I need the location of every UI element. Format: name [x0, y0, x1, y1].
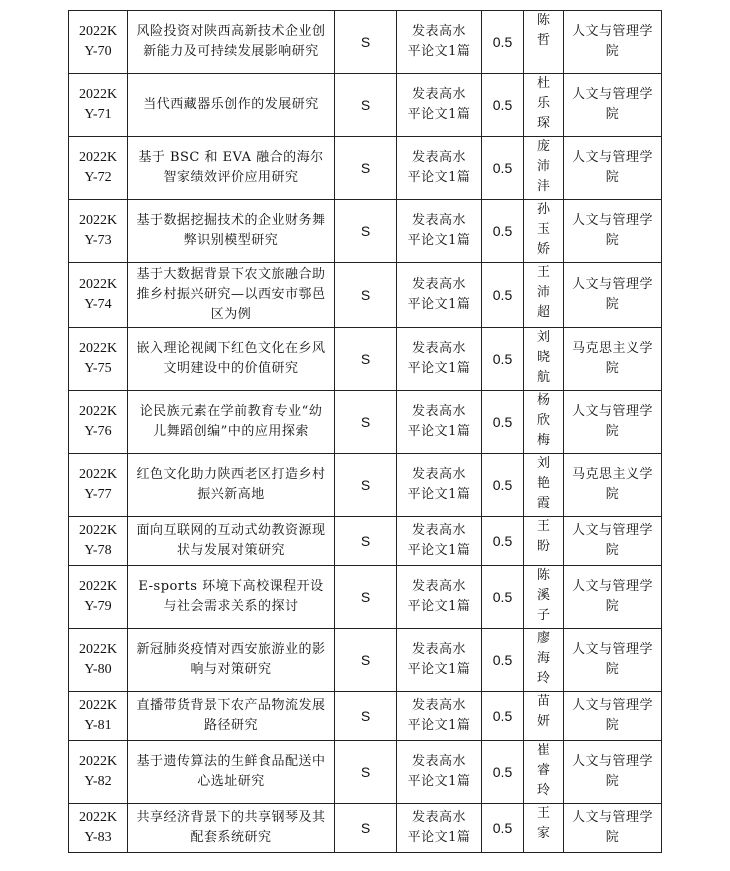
project-id-cell: [69, 804, 128, 853]
project-id-line2: Y-74: [84, 297, 112, 312]
project-title: 嵌入理论视阈下红色文化在乡风文明建设中的价值研究: [136, 341, 326, 376]
project-requirement: 发表高水平论文1篇: [407, 579, 471, 614]
project-score: 0.5: [492, 414, 513, 430]
project-leader-cell: [524, 391, 564, 454]
project-leader: 庞 沛 沣: [536, 139, 550, 194]
project-type-cell: [335, 328, 397, 391]
project-type-cell: [335, 566, 397, 629]
project-type: S: [360, 287, 371, 303]
project-type: S: [360, 477, 371, 493]
table-row: [69, 629, 662, 692]
project-title: 面向互联网的互动式幼教资源现状与发展对策研究: [136, 523, 326, 558]
table-row: [69, 391, 662, 454]
project-id-cell: [69, 200, 128, 263]
project-score: 0.5: [492, 223, 513, 239]
project-leader: 孙 玉 娇: [536, 202, 550, 257]
project-type: S: [360, 764, 371, 780]
project-requirement-cell: [397, 391, 482, 454]
project-title-cell: [128, 391, 335, 454]
project-leader-cell: [524, 741, 564, 804]
project-leader: 杨 欣 梅: [536, 393, 550, 448]
project-requirement-cell: [397, 804, 482, 853]
project-department: 人文与管理学院: [571, 523, 653, 558]
project-requirement: 发表高水平论文1篇: [407, 150, 471, 185]
project-title-cell: [128, 692, 335, 741]
table-row: [69, 566, 662, 629]
project-title-cell: [128, 566, 335, 629]
project-type-cell: [335, 692, 397, 741]
project-type: S: [360, 533, 371, 549]
project-department: 人文与管理学院: [571, 810, 653, 845]
project-leader: 王 盼: [536, 519, 550, 554]
project-score: 0.5: [492, 589, 513, 605]
project-title: 当代西藏器乐创作的发展研究: [143, 97, 319, 112]
project-score: 0.5: [492, 477, 513, 493]
project-id-line2: Y-70: [84, 44, 112, 59]
project-leader: 王 沛 超: [536, 265, 550, 320]
project-score-cell: [482, 391, 524, 454]
project-requirement: 发表高水平论文1篇: [407, 523, 471, 558]
project-department: 马克思主义学院: [571, 467, 653, 502]
project-score-cell: [482, 741, 524, 804]
project-department-cell: [564, 11, 662, 74]
project-leader-cell: [524, 263, 564, 328]
table-row: [69, 328, 662, 391]
project-leader: 陈 溪 子: [536, 568, 550, 623]
project-table-sheet: [68, 10, 662, 853]
project-leader: 陈 哲: [536, 13, 550, 48]
project-leader: 廖 海 玲: [536, 631, 550, 686]
project-title-cell: [128, 74, 335, 137]
project-title: 风险投资对陕西高新技术企业创新能力及可持续发展影响研究: [136, 24, 326, 59]
project-leader-cell: [524, 629, 564, 692]
project-title: 共享经济背景下的共享钢琴及其配套系统研究: [136, 810, 326, 845]
table-row: [69, 11, 662, 74]
project-title: 基于 BSC 和 EVA 融合的海尔智家绩效评价应用研究: [138, 150, 324, 185]
project-requirement-cell: [397, 200, 482, 263]
project-type: S: [360, 652, 371, 668]
project-id-line2: Y-75: [84, 361, 112, 376]
project-requirement-cell: [397, 74, 482, 137]
project-type: S: [360, 97, 371, 113]
project-id-line1: 2022K: [78, 404, 118, 419]
project-title: 直播带货背景下农产品物流发展路径研究: [136, 698, 326, 733]
project-department-cell: [564, 566, 662, 629]
project-id-line2: Y-79: [84, 599, 112, 614]
project-type: S: [360, 589, 371, 605]
project-type: S: [360, 34, 371, 50]
project-type-cell: [335, 200, 397, 263]
project-type: S: [360, 708, 371, 724]
project-title-cell: [128, 11, 335, 74]
project-score: 0.5: [492, 34, 513, 50]
project-score-cell: [482, 629, 524, 692]
table-row: [69, 137, 662, 200]
project-requirement-cell: [397, 11, 482, 74]
project-type: S: [360, 223, 371, 239]
project-id-line1: 2022K: [78, 810, 118, 825]
project-requirement: 发表高水平论文1篇: [407, 87, 471, 122]
project-requirement-cell: [397, 263, 482, 328]
table-row: [69, 741, 662, 804]
table-row: [69, 454, 662, 517]
project-id-cell: [69, 454, 128, 517]
project-id-line2: Y-77: [84, 487, 112, 502]
project-requirement: 发表高水平论文1篇: [407, 277, 471, 312]
project-leader-cell: [524, 328, 564, 391]
project-id-line1: 2022K: [78, 87, 118, 102]
project-id-line2: Y-83: [84, 830, 112, 845]
project-requirement: 发表高水平论文1篇: [407, 810, 471, 845]
project-id-line2: Y-80: [84, 662, 112, 677]
project-requirement-cell: [397, 328, 482, 391]
project-type: S: [360, 820, 371, 836]
project-title-cell: [128, 629, 335, 692]
project-title-cell: [128, 137, 335, 200]
project-id-cell: [69, 629, 128, 692]
project-id-line2: Y-71: [84, 107, 112, 122]
project-title-cell: [128, 263, 335, 328]
project-leader-cell: [524, 11, 564, 74]
project-id-line2: Y-73: [84, 233, 112, 248]
project-score-cell: [482, 692, 524, 741]
project-department-cell: [564, 454, 662, 517]
project-type-cell: [335, 804, 397, 853]
table-row: [69, 74, 662, 137]
project-title: 红色文化助力陕西老区打造乡村振兴新高地: [136, 467, 326, 502]
table-row: [69, 804, 662, 853]
project-type-cell: [335, 137, 397, 200]
project-id-cell: [69, 566, 128, 629]
project-id-line1: 2022K: [78, 150, 118, 165]
project-score: 0.5: [492, 820, 513, 836]
project-score-cell: [482, 454, 524, 517]
project-type-cell: [335, 263, 397, 328]
project-requirement-cell: [397, 692, 482, 741]
project-department-cell: [564, 74, 662, 137]
project-requirement-cell: [397, 566, 482, 629]
project-id-line1: 2022K: [78, 579, 118, 594]
project-score-cell: [482, 200, 524, 263]
project-leader: 刘 艳 霞: [536, 456, 550, 511]
project-department: 人文与管理学院: [571, 87, 653, 122]
project-department: 人文与管理学院: [571, 24, 653, 59]
project-title-cell: [128, 804, 335, 853]
project-department-cell: [564, 517, 662, 566]
project-requirement: 发表高水平论文1篇: [407, 467, 471, 502]
project-leader-cell: [524, 137, 564, 200]
project-score-cell: [482, 566, 524, 629]
project-requirement: 发表高水平论文1篇: [407, 642, 471, 677]
project-department: 人文与管理学院: [571, 698, 653, 733]
project-leader-cell: [524, 692, 564, 741]
project-type: S: [360, 351, 371, 367]
project-department-cell: [564, 692, 662, 741]
project-title-cell: [128, 454, 335, 517]
project-id-cell: [69, 137, 128, 200]
project-id-cell: [69, 74, 128, 137]
project-type-cell: [335, 517, 397, 566]
project-department-cell: [564, 328, 662, 391]
project-title-cell: [128, 517, 335, 566]
project-leader: 崔 睿 玲: [536, 743, 550, 798]
project-id-cell: [69, 741, 128, 804]
project-requirement: 发表高水平论文1篇: [407, 24, 471, 59]
project-title: 基于数据挖掘技术的企业财务舞弊识别模型研究: [136, 213, 326, 248]
project-department: 马克思主义学院: [571, 341, 653, 376]
table-row: [69, 692, 662, 741]
project-leader-cell: [524, 804, 564, 853]
project-table: [68, 10, 662, 853]
project-department-cell: [564, 263, 662, 328]
table-row: [69, 200, 662, 263]
project-score: 0.5: [492, 652, 513, 668]
project-department: 人文与管理学院: [571, 579, 653, 614]
project-id-line2: Y-82: [84, 774, 112, 789]
project-id-line2: Y-78: [84, 543, 112, 558]
project-id-cell: [69, 517, 128, 566]
project-department: 人文与管理学院: [571, 404, 653, 439]
project-type-cell: [335, 74, 397, 137]
table-row: [69, 517, 662, 566]
project-id-line1: 2022K: [78, 277, 118, 292]
project-requirement: 发表高水平论文1篇: [407, 341, 471, 376]
project-department-cell: [564, 137, 662, 200]
project-score: 0.5: [492, 160, 513, 176]
project-leader: 杜 乐 琛: [536, 76, 550, 131]
project-department-cell: [564, 741, 662, 804]
project-title-cell: [128, 200, 335, 263]
project-score-cell: [482, 328, 524, 391]
project-title: E-sports 环境下高校课程开设与社会需求关系的探讨: [138, 579, 324, 614]
project-score: 0.5: [492, 97, 513, 113]
project-requirement: 发表高水平论文1篇: [407, 698, 471, 733]
project-id-line1: 2022K: [78, 24, 118, 39]
project-score: 0.5: [492, 708, 513, 724]
project-leader: 王 家: [536, 806, 550, 841]
project-type-cell: [335, 741, 397, 804]
project-id-line2: Y-72: [84, 170, 112, 185]
project-leader: 刘 晓 航: [536, 330, 550, 385]
project-id-line2: Y-76: [84, 424, 112, 439]
project-title: 基于遗传算法的生鲜食品配送中心选址研究: [136, 754, 326, 789]
project-department-cell: [564, 200, 662, 263]
project-score: 0.5: [492, 351, 513, 367]
project-department: 人文与管理学院: [571, 150, 653, 185]
project-department: 人文与管理学院: [571, 754, 653, 789]
project-department: 人文与管理学院: [571, 642, 653, 677]
project-id-line1: 2022K: [78, 523, 118, 538]
project-type-cell: [335, 391, 397, 454]
project-leader-cell: [524, 566, 564, 629]
table-row: [69, 263, 662, 328]
project-department-cell: [564, 391, 662, 454]
project-type-cell: [335, 11, 397, 74]
project-department-cell: [564, 629, 662, 692]
project-score: 0.5: [492, 764, 513, 780]
project-department: 人文与管理学院: [571, 277, 653, 312]
project-score-cell: [482, 74, 524, 137]
project-score-cell: [482, 804, 524, 853]
project-id-line1: 2022K: [78, 467, 118, 482]
project-id-line1: 2022K: [78, 341, 118, 356]
project-id-line2: Y-81: [84, 718, 112, 733]
project-title: 基于大数据背景下农文旅融合助推乡村振兴研究—以西安市鄠邑区为例: [136, 267, 326, 322]
project-id-cell: [69, 391, 128, 454]
project-requirement-cell: [397, 517, 482, 566]
project-id-line1: 2022K: [78, 754, 118, 769]
project-leader-cell: [524, 200, 564, 263]
project-requirement: 发表高水平论文1篇: [407, 404, 471, 439]
project-department: 人文与管理学院: [571, 213, 653, 248]
project-id-line1: 2022K: [78, 698, 118, 713]
project-requirement: 发表高水平论文1篇: [407, 213, 471, 248]
project-type-cell: [335, 629, 397, 692]
project-title: 新冠肺炎疫情对西安旅游业的影响与对策研究: [136, 642, 326, 677]
project-requirement-cell: [397, 137, 482, 200]
project-score: 0.5: [492, 533, 513, 549]
project-type: S: [360, 160, 371, 176]
project-requirement-cell: [397, 454, 482, 517]
project-id-cell: [69, 263, 128, 328]
project-title-cell: [128, 328, 335, 391]
project-id-cell: [69, 11, 128, 74]
project-id-cell: [69, 328, 128, 391]
project-type: S: [360, 414, 371, 430]
project-id-cell: [69, 692, 128, 741]
project-id-line1: 2022K: [78, 642, 118, 657]
project-score-cell: [482, 11, 524, 74]
project-requirement: 发表高水平论文1篇: [407, 754, 471, 789]
project-leader-cell: [524, 454, 564, 517]
project-requirement-cell: [397, 741, 482, 804]
project-score: 0.5: [492, 287, 513, 303]
project-id-line1: 2022K: [78, 213, 118, 228]
project-title-cell: [128, 741, 335, 804]
project-title: 论民族元素在学前教育专业“幼儿舞蹈创编”中的应用探索: [139, 404, 323, 439]
project-department-cell: [564, 804, 662, 853]
project-score-cell: [482, 137, 524, 200]
project-score-cell: [482, 263, 524, 328]
project-leader-cell: [524, 74, 564, 137]
project-leader: 苗 妍: [536, 694, 550, 729]
project-requirement-cell: [397, 629, 482, 692]
project-leader-cell: [524, 517, 564, 566]
project-score-cell: [482, 517, 524, 566]
project-type-cell: [335, 454, 397, 517]
